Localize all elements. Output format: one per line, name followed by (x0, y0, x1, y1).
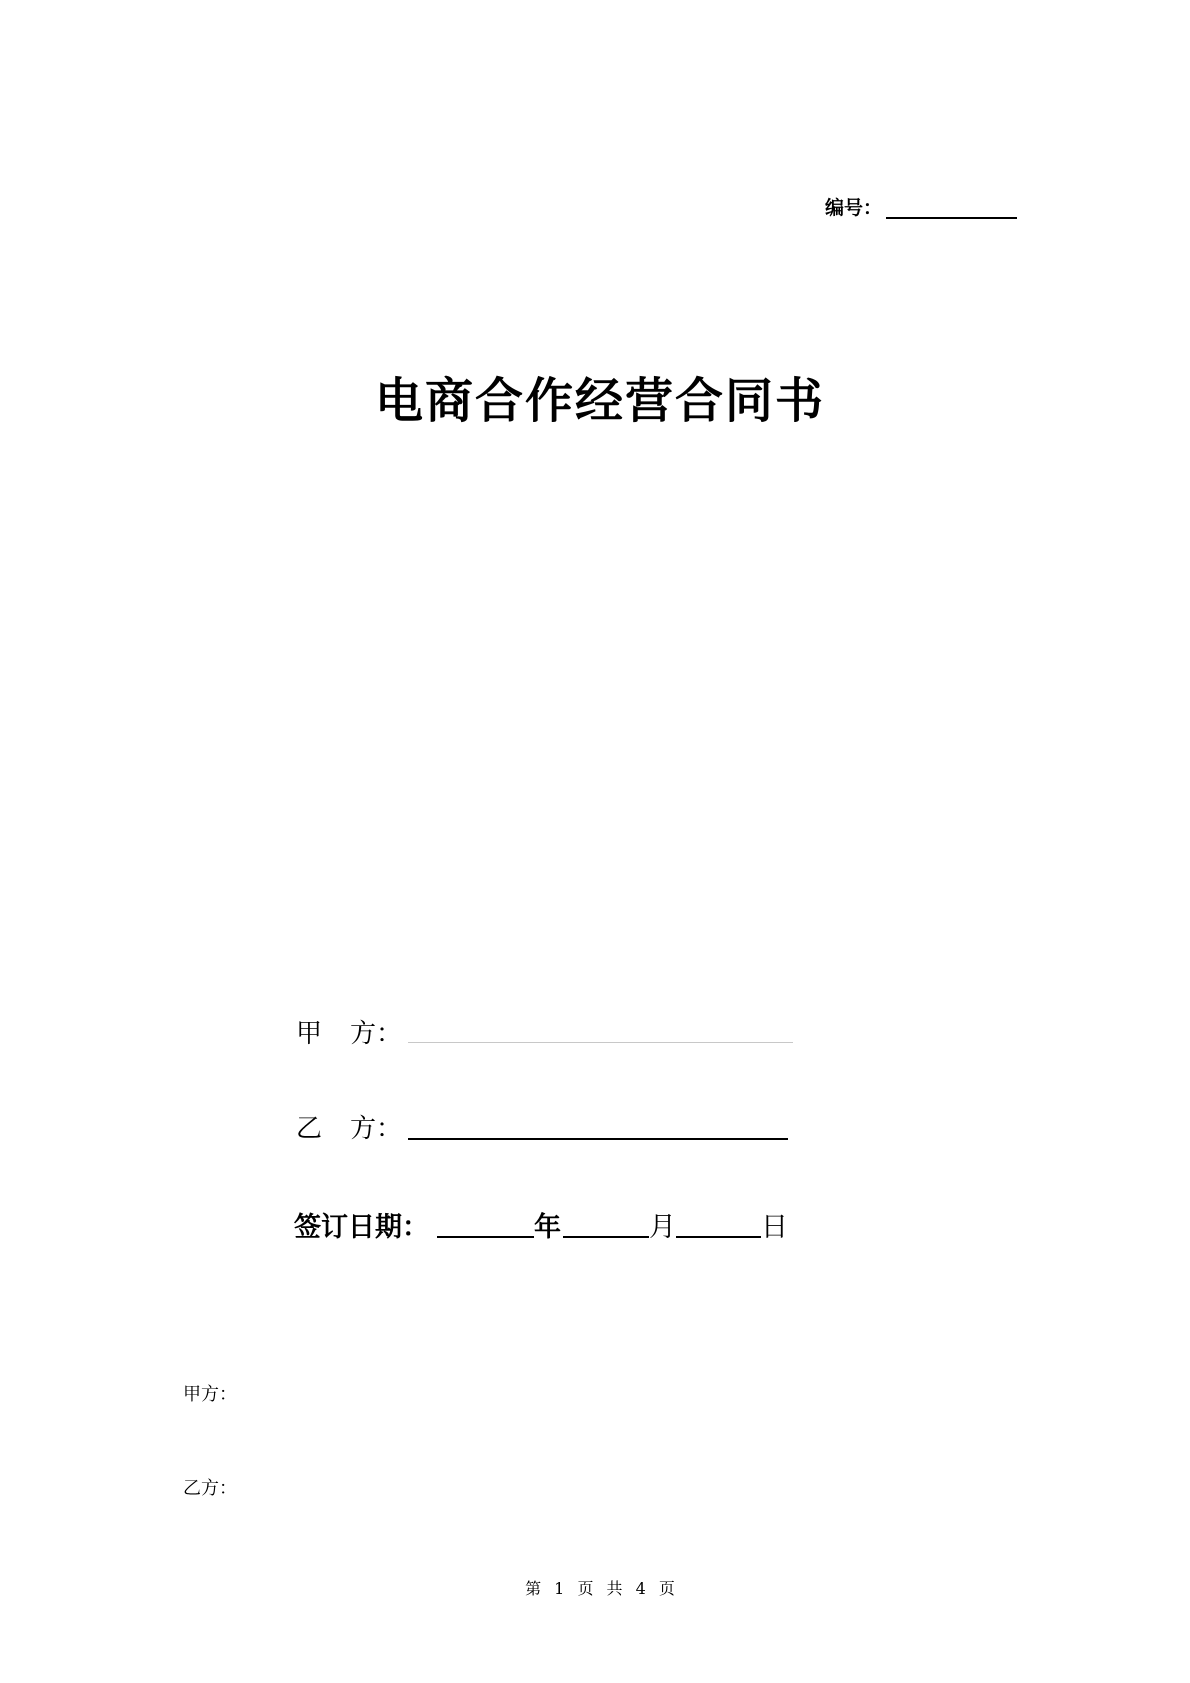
signing-month-unit: 月 (649, 1212, 676, 1243)
party-b-blank (408, 1138, 788, 1140)
signing-day-blank (676, 1236, 761, 1238)
party-b-label-suffix: 方： (350, 1114, 403, 1144)
party-a-label-suffix: 方： (350, 1019, 403, 1049)
serial-number-blank (886, 217, 1017, 219)
signing-year-unit: 年 (534, 1212, 561, 1243)
signing-year-blank (437, 1236, 534, 1238)
serial-number-label: 编号： (825, 197, 883, 219)
signing-month-blank (563, 1236, 649, 1238)
signature-party-b-label: 乙方： (183, 1478, 237, 1499)
party-b-label-char: 乙 (296, 1114, 323, 1144)
signing-date-label: 签订日期： (294, 1212, 429, 1243)
signing-day-unit: 日 (761, 1212, 788, 1243)
party-b-label (296, 1108, 402, 1145)
document-title: 电商合作经营合同书 (374, 373, 825, 429)
party-a-label (296, 1013, 402, 1050)
party-a-label-char: 甲 (296, 1019, 323, 1049)
party-a-blank (408, 1042, 793, 1043)
page-number-footer: 第 1 页 共 4 页 (525, 1579, 675, 1598)
signature-party-a-label: 甲方： (183, 1384, 237, 1405)
